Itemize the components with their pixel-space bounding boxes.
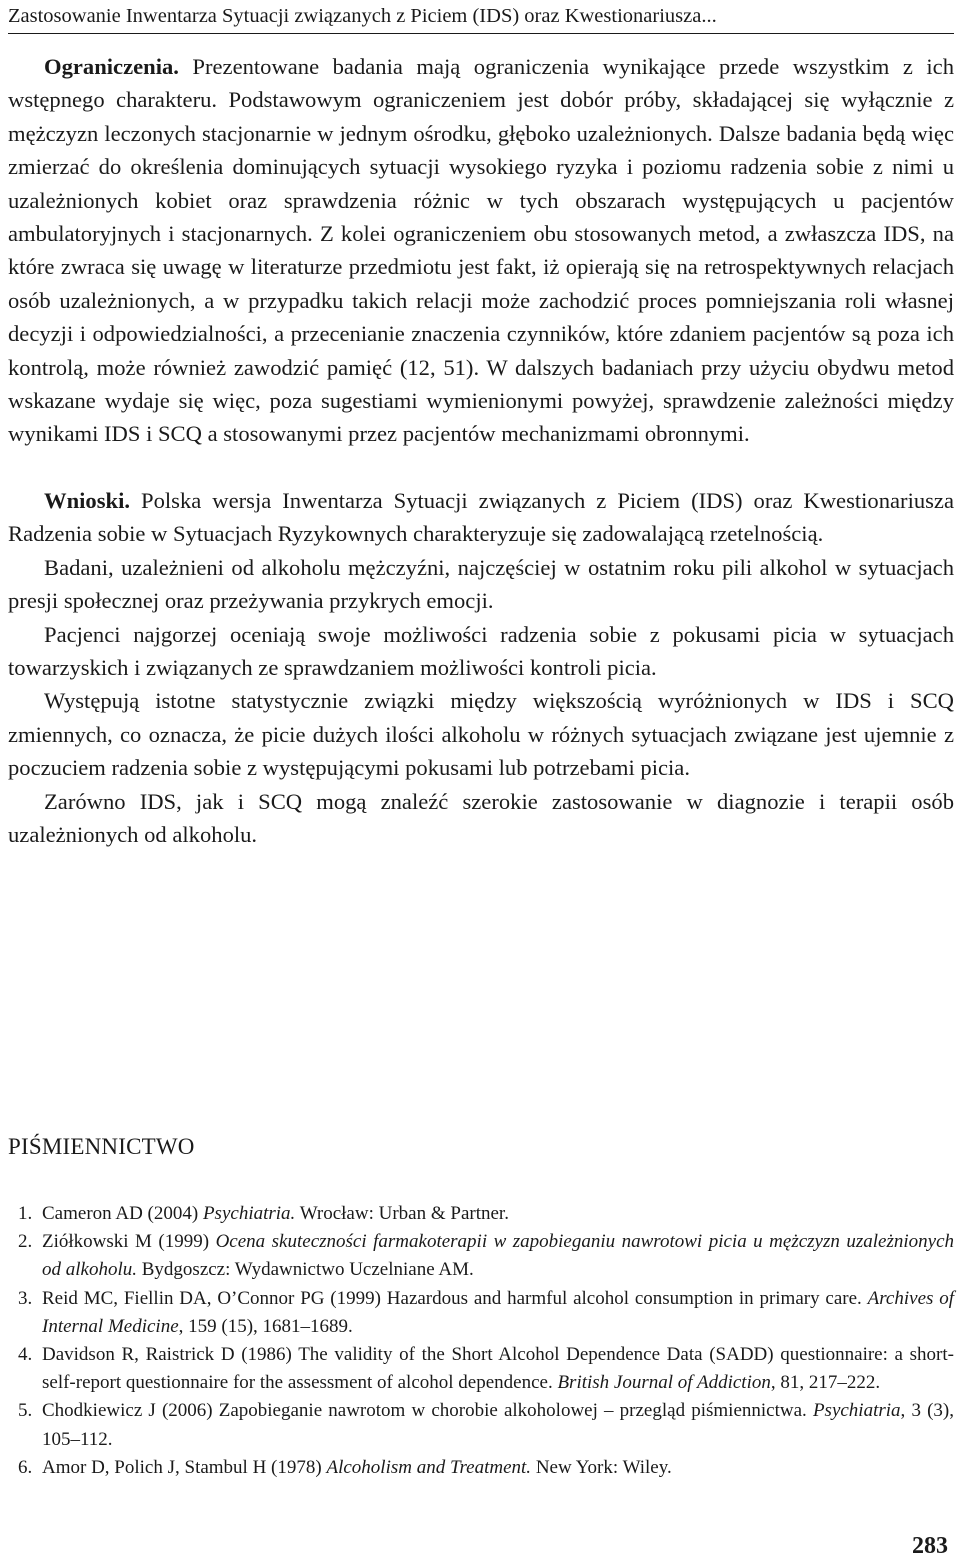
page-number: 283 xyxy=(912,1533,948,1559)
conclusions-text: Polska wersja Inwentarza Sytuacji związanych z Piciem (IDS) oraz Kwestionariusza Radzenia sobie w Sytuacjach Ryzykownych charakteryzuje się zadowalającą rzetelnością. xyxy=(8,487,954,547)
conclusion-paragraph-2: Pacjenci najgorzej oceniają swoje możliwości radzenia sobie z pokusami picia w sytuacjach towarzyskich i związanych ze sprawdzaniem możliwości kontroli picia. xyxy=(8,621,954,680)
conclusions-paragraph xyxy=(8,484,954,551)
references-heading: PIŚMIENNICTWO xyxy=(8,1134,195,1159)
limitations-paragraph xyxy=(8,50,954,451)
reference-item: 2. Ziółkowski M (1999) Ocena skuteczności farmakoterapii w zapobieganiu nawrotowi picia u mężczyzn uzależnionych od alkoholu. Bydgoszcz: Wydawnictwo Uczelniane AM. xyxy=(18,1231,954,1281)
limitations-text: Prezentowane badania mają ograniczenia wynikające przede wszystkim z ich wstępnego charakteru. Podstawowym ograniczeniem jest dobór próby, składającej się wyłącznie z mężczyzn leczonych stacjonarnie w jednym ośrodku, głęboko uzależnionych. Dalsze badania będą więc zmierzać do określenia dominujących sytuacji wysokiego ryzyka i poziomu radzenia sobie z nimi u uzależnionych kobiet oraz sprawdzenia różnic w tych obszarach występujących u pacjentów ambulatoryjnych i stacjonarnych. Z kolei ograniczeniem obu stosowanych metod, a zwłaszcza IDS, na które zwraca się uwagę w literaturze przedmiotu jest fakt, iż opierają się na retrospektywnych relacjach osób uzależnionych, a w przypadku takich relacji może zachodzić proces pomniejszania roli własnej decyzji i odpowiedzialności, a przecenianie znaczenia czynników, które zdaniem pacjentów są poza ich kontrolą, może również zawodzić pamięć (12, 51). W dalszych badaniach przy użyciu obydwu metod wskazane wydaje się więc, poza sugestiami wymienionymi powyżej, sprawdzenie zależności między wynikami IDS i SCQ a stosowanymi przez pacjentów mechanizmami obronnymi. xyxy=(8,54,954,447)
conclusion-paragraph-1: Badani, uzależnieni od alkoholu mężczyźni, najczęściej w ostatnim roku pili alkohol w sytuacjach presji społecznej oraz przeżywania przykrych emocji. xyxy=(8,554,954,614)
limitations-lead: Ograniczenia. xyxy=(44,54,179,79)
conclusion-paragraph-3: Występują istotne statystycznie związki między większością wyróżnionych w IDS i SCQ zmiennych, co oznacza, że picie dużych ilości alkoholu w różnych sytuacjach związane jest ujemnie z poczuciem radzenia sobie z występującymi pokusami lub potrzebami picia. xyxy=(8,688,954,781)
references-list xyxy=(18,1200,954,1482)
running-head: Zastosowanie Inwentarza Sytuacji związanych z Piciem (IDS) oraz Kwestionariusza... xyxy=(8,5,717,27)
conclusion-paragraph-4: Zarówno IDS, jak i SCQ mogą znaleźć szerokie zastosowanie w diagnozie i terapii osób uzależnionych od alkoholu. xyxy=(8,788,954,847)
body-text xyxy=(8,50,954,851)
reference-item: 1. Cameron AD (2004) Psychiatria. Wrocław: Urban & Partner. xyxy=(18,1203,509,1224)
reference-item: 5. Chodkiewicz J (2006) Zapobieganie nawrotom w chorobie alkoholowej – przegląd piśmiennictwa. Psychiatria, 3 (3), 105–112. xyxy=(18,1400,954,1450)
reference-item: 4. Davidson R, Raistrick D (1986) The validity of the Short Alcohol Dependence Data (SADD) questionnaire: a short-self-report questionnaire for the assessment of alcohol dependence. British Journal of Addiction, 81, 217–222. xyxy=(18,1344,954,1394)
header-rule xyxy=(8,33,954,34)
section-gap xyxy=(8,451,954,484)
reference-item: 6. Amor D, Polich J, Stambul H (1978) Alcoholism and Treatment. New York: Wiley. xyxy=(18,1456,672,1478)
reference-item: 3. Reid MC, Fiellin DA, O’Connor PG (1999) Hazardous and harmful alcohol consumption in primary care. Archives of Internal Medicine, 159 (15), 1681–1689. xyxy=(18,1287,954,1337)
conclusions-lead: Wnioski. xyxy=(44,487,131,513)
